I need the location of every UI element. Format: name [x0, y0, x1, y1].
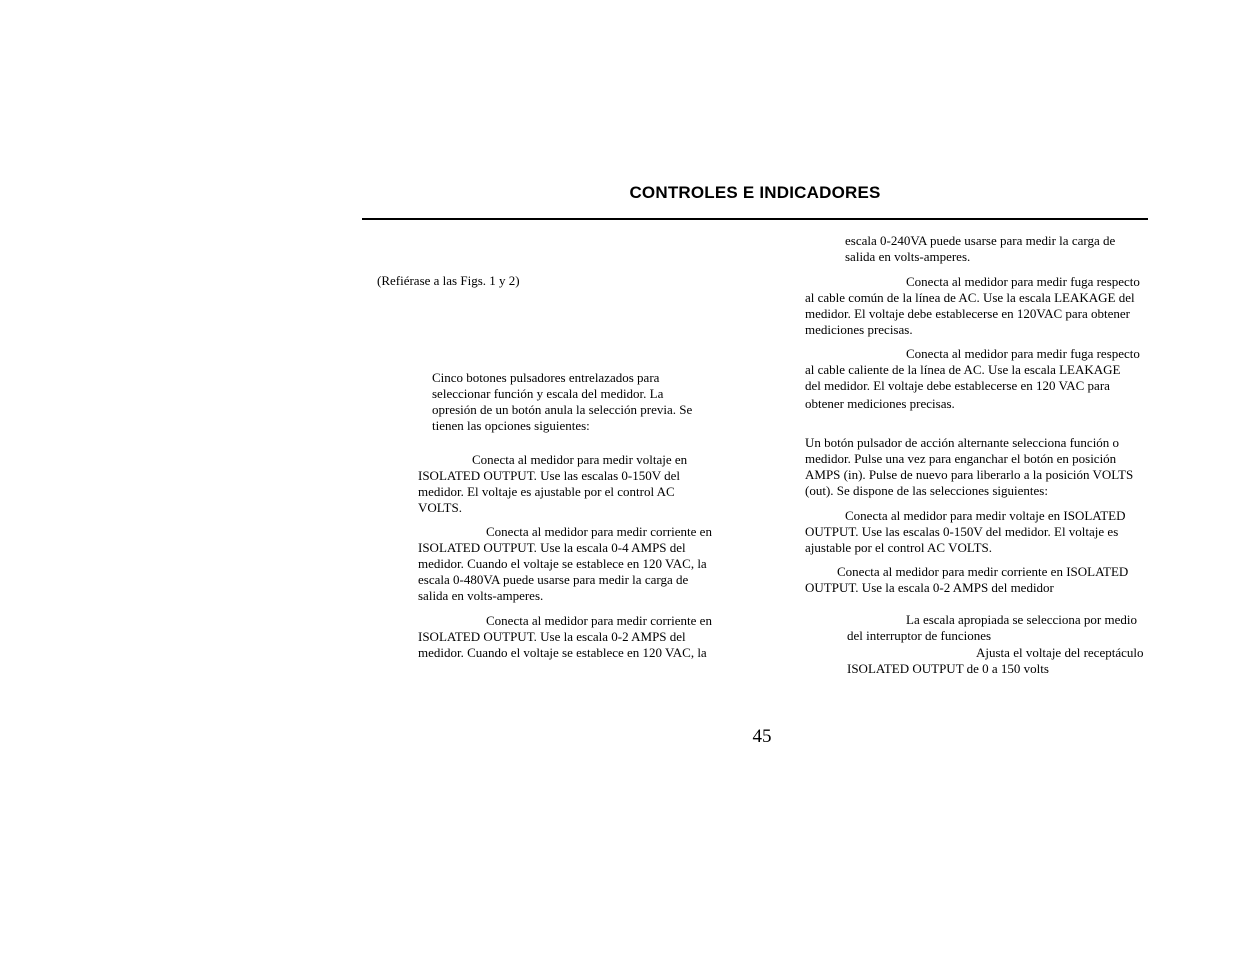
text-line: salida en volts-amperes.	[845, 249, 971, 264]
text-line: La escala apropiada se selecciona por medio	[906, 612, 1137, 627]
text-line: al cable común de la línea de AC. Use la escala LEAKAGE del	[805, 290, 1135, 305]
text-line: ISOLATED OUTPUT de 0 a 150 volts	[847, 661, 1049, 676]
text-line: Conecta al medidor para medir fuga respecto	[906, 274, 1140, 289]
leakage-hot-paragraph	[805, 346, 1140, 412]
text-line: del interruptor de funciones	[847, 628, 992, 643]
text-line: medidor. Cuando el voltaje se establece en 120 VAC, la	[418, 556, 707, 571]
text-line: Conecta al medidor para medir corriente en	[486, 613, 712, 628]
scale-selection-note	[847, 612, 1137, 644]
text-line: medidor. El voltaje es ajustable por el control AC	[418, 484, 675, 499]
page-number: 45	[752, 726, 772, 747]
page-title: CONTROLES E INDICADORES	[629, 183, 881, 202]
text-line: OUTPUT. Use la escala 0-2 AMPS del medidor	[805, 580, 1054, 595]
text-line: OUTPUT. Use las escalas 0-150V del medidor. El voltaje es	[805, 524, 1119, 539]
text-line: Un botón pulsador de acción alternante selecciona función o	[805, 435, 1120, 450]
text-line: Conecta al medidor para medir voltaje en ISOLATED	[845, 508, 1126, 523]
reference-note	[377, 273, 520, 289]
amps-2-option-paragraph	[418, 613, 712, 661]
text-line: Ajusta el voltaje del receptáculo	[976, 645, 1144, 660]
text-line: Cinco botones pulsadores entrelazados para	[432, 370, 660, 385]
text-line: VOLTS.	[418, 500, 462, 515]
text-line: mediciones precisas.	[805, 322, 913, 337]
ac-volts-control-note	[847, 645, 1143, 677]
text-line: Conecta al medidor para medir corriente en	[486, 524, 712, 539]
volts-selection-paragraph	[805, 508, 1126, 556]
amps-selection-paragraph	[805, 564, 1128, 596]
text-line: ISOLATED OUTPUT. Use la escala 0-2 AMPS del	[418, 629, 686, 644]
text-line: medidor. El voltaje debe establecerse en 120VAC para obtener	[805, 306, 1131, 321]
text-line: (out). Se dispone de las selecciones siguientes:	[805, 483, 1048, 498]
alternate-button-paragraph	[805, 435, 1133, 499]
text-line: escala 0-480VA puede usarse para medir la carga de	[418, 572, 689, 587]
text-line: escala 0-240VA puede usarse para medir la carga de	[845, 233, 1116, 248]
text-line: opresión de un botón anula la selección previa. Se	[432, 402, 693, 417]
text-line: tienen las opciones siguientes:	[432, 418, 590, 433]
leakage-common-paragraph	[805, 274, 1140, 338]
text-line: del medidor. El voltaje debe establecerse en 120 VAC para	[805, 378, 1110, 393]
text-line: medidor. Pulse una vez para enganchar el botón en posición	[805, 451, 1117, 466]
text-line: ISOLATED OUTPUT. Use la escala 0-4 AMPS del	[418, 540, 686, 555]
text-line: (Refiérase a las Figs. 1 y 2)	[377, 273, 520, 288]
text-line: Conecta al medidor para medir voltaje en	[472, 452, 688, 467]
text-line: Conecta al medidor para medir fuga respecto	[906, 346, 1140, 361]
text-line: AMPS (in). Pulse de nuevo para liberarlo a la posición VOLTS	[805, 467, 1134, 482]
text-line: obtener mediciones precisas.	[805, 396, 955, 411]
amps-4-option-paragraph	[418, 524, 712, 604]
interlocked-buttons-paragraph	[432, 370, 692, 434]
title-rule	[362, 218, 1148, 220]
text-line: salida en volts-amperes.	[418, 588, 544, 603]
text-line: al cable caliente de la línea de AC. Use la escala LEAKAGE	[805, 362, 1121, 377]
volts-option-paragraph	[418, 452, 687, 516]
text-line: Conecta al medidor para medir corriente en ISOLATED	[837, 564, 1129, 579]
text-line: ajustable por el control AC VOLTS.	[805, 540, 993, 555]
text-line: ISOLATED OUTPUT. Use las escalas 0-150V del	[418, 468, 680, 483]
amps-2-option-continued	[845, 233, 1115, 265]
text-line: medidor. Cuando el voltaje se establece en 120 VAC, la	[418, 645, 707, 660]
text-line: seleccionar función y escala del medidor. La	[432, 386, 664, 401]
